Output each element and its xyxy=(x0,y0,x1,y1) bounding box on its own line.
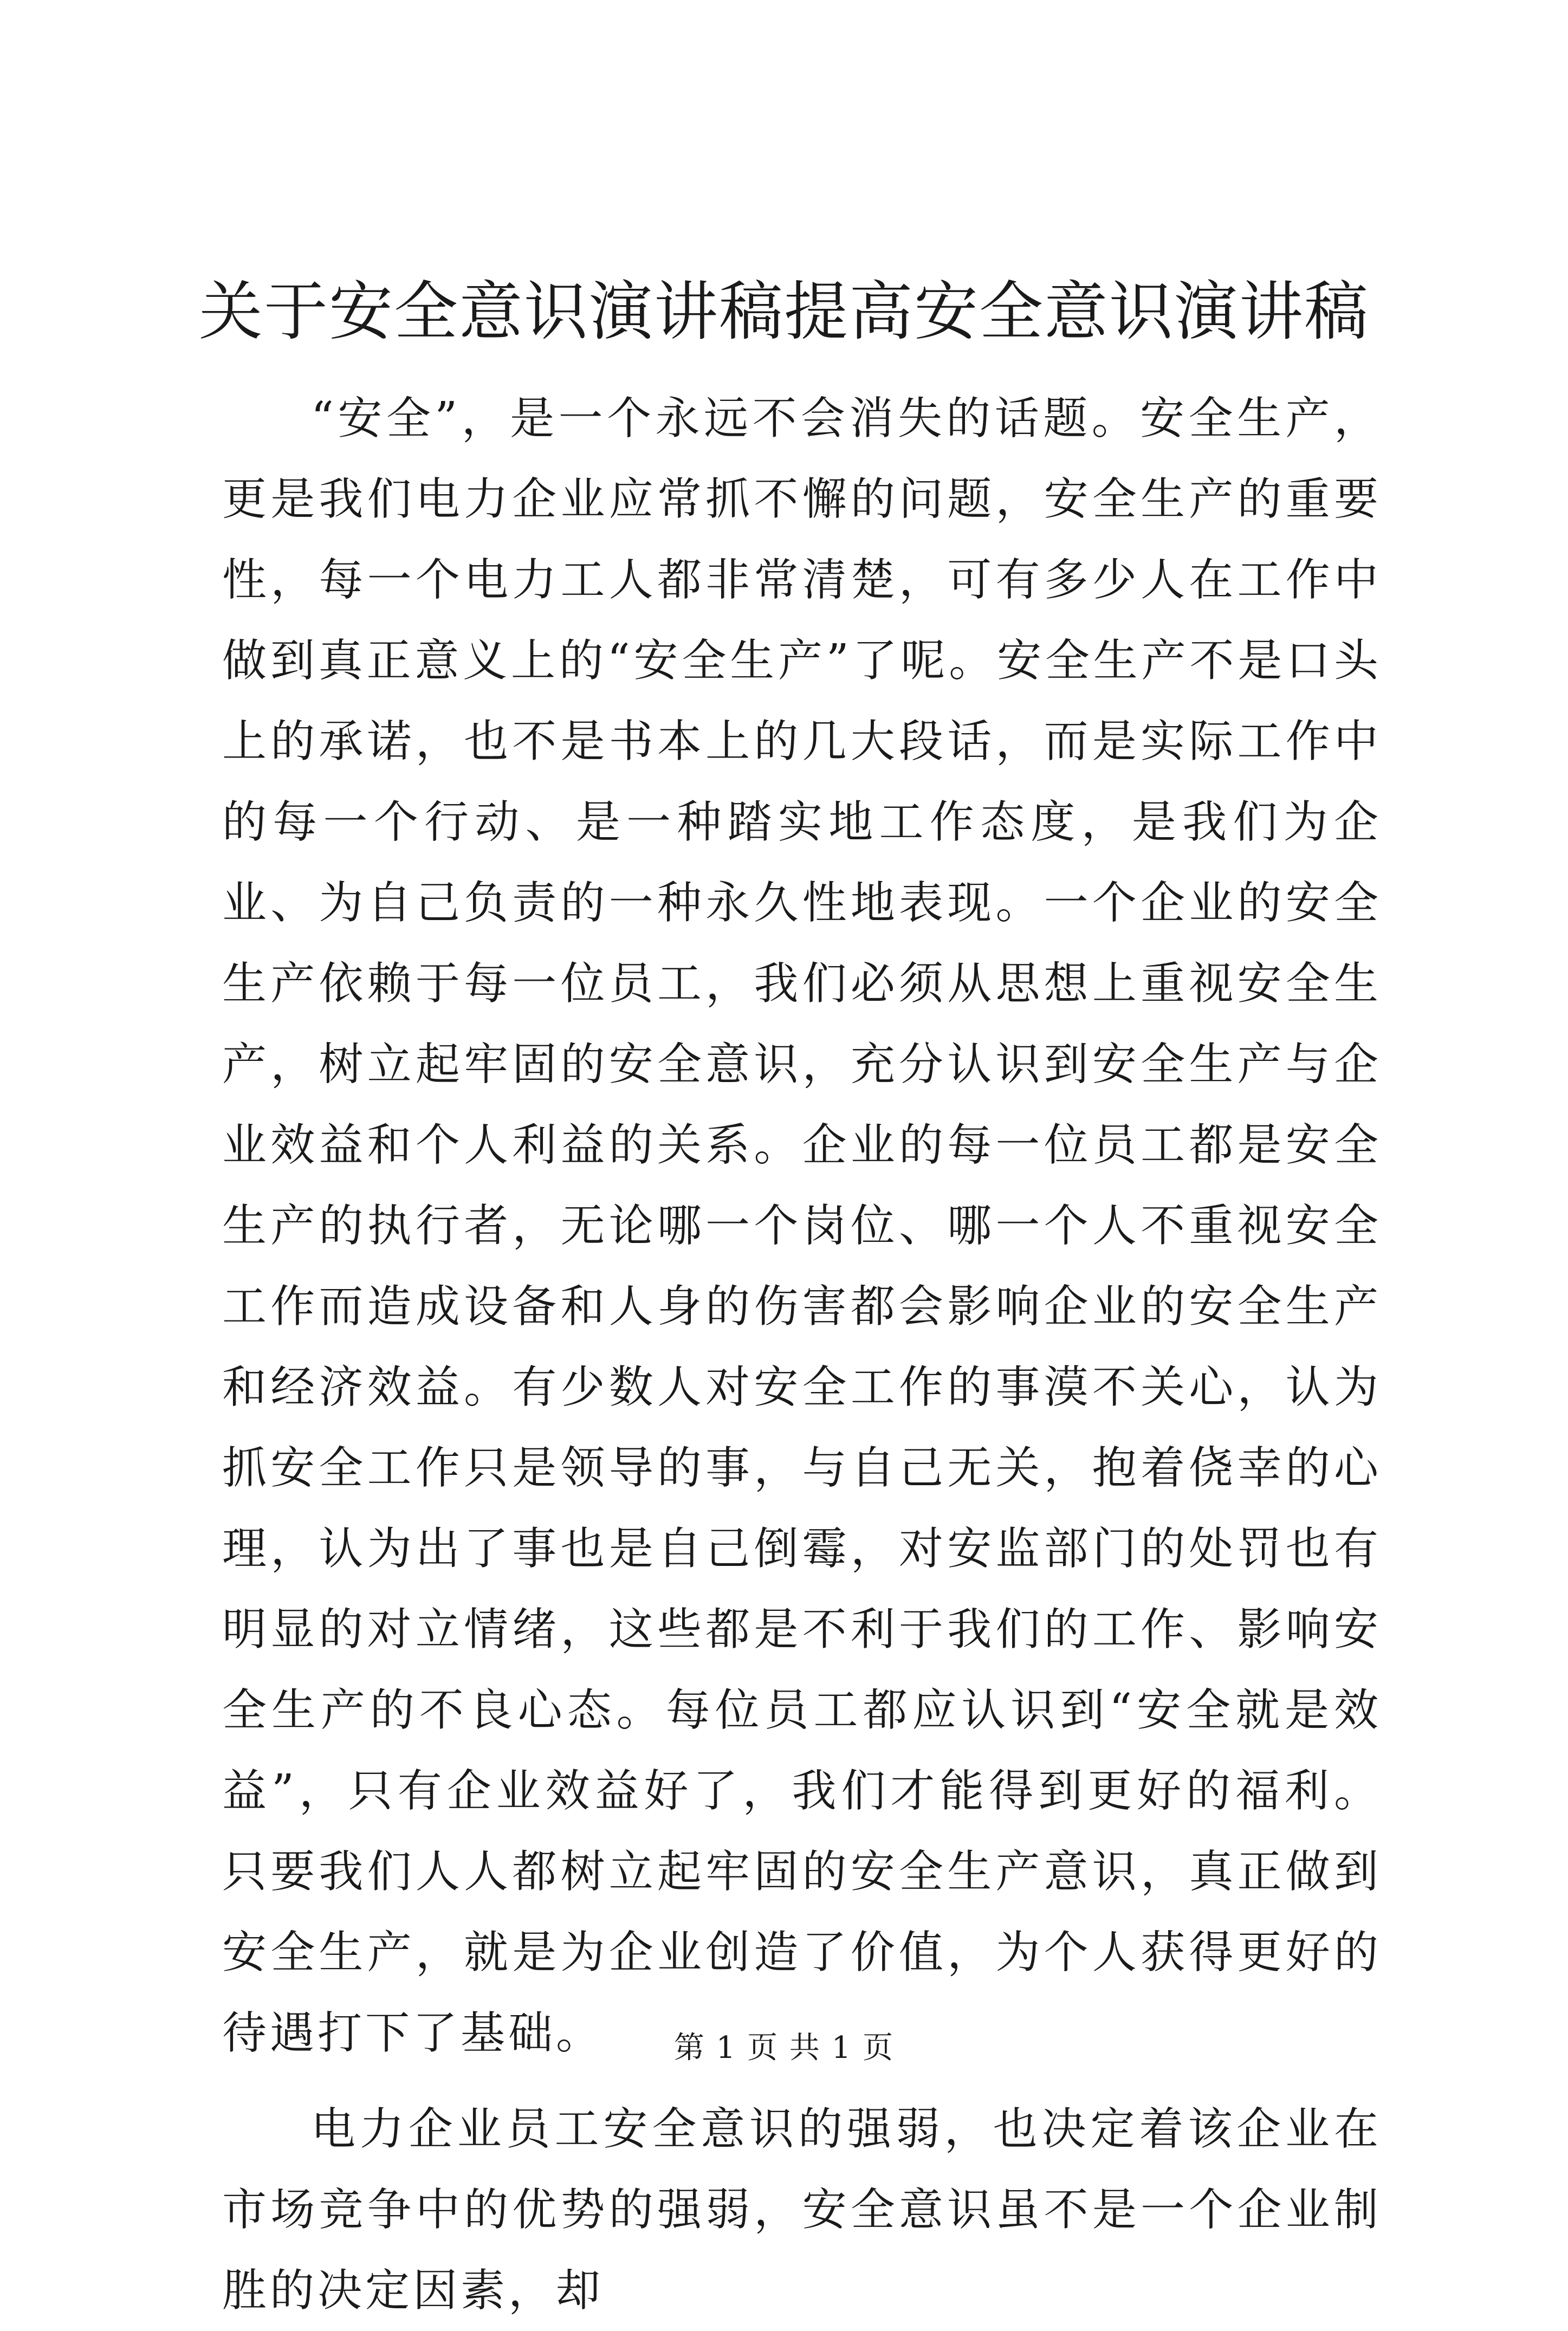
document-title: 关于安全意识演讲稿提高安全意识演讲稿 xyxy=(198,274,1369,349)
paragraph-1: “安全”，是一个永远不会消失的话题。安全生产，更是我们电力企业应常抓不懈的问题，安全生产的重要性，每一个电力工人都非常清楚，可有多少人在工作中做到真正意义上的“安全生产”了呢。安全生产不是口头上的承诺，也不是书本上的几大段话，而是实际工作中的每一个行动、是一种踏实地工作态度，是我们为企业、为自己负责的一种永久性地表现。一个企业的安全生产依赖于每一位员工，我们必须从思想上重视安全生产，树立起牢固的安全意识，充分认识到安全生产与企业效益和个人利益的关系。企业的每一位员工都是安全生产的执行者，无论哪一个岗位、哪一个人不重视安全工作而造成设备和人身的伤害都会影响企业的安全生产和经济效益。有少数人对安全工作的事漠不关心，认为抓安全工作只是领导的事，与自己无关，抱着侥幸的心理，认为出了事也是自己倒霉，对安监部门的处罚也有明显的对立情绪，这些都是不利于我们的工作、影响安全生产的不良心态。每位员工都应认识到“安全就是效益”，只有企业效益好了，我们才能得到更好的福利。只要我们人人都树立起牢固的安全生产意识，真正做到安全生产，就是为企业创造了价值，为个人获得更好的待遇打下了基础。 xyxy=(222,393,1382,2059)
paragraph-2: 电力企业员工安全意识的强弱，也决定着该企业在市场竞争中的优势的强弱，安全意识虽不是一个企业制胜的决定因素，却 xyxy=(222,2103,1382,2316)
page-footer: 第 1 页 共 1 页 xyxy=(673,2030,895,2065)
